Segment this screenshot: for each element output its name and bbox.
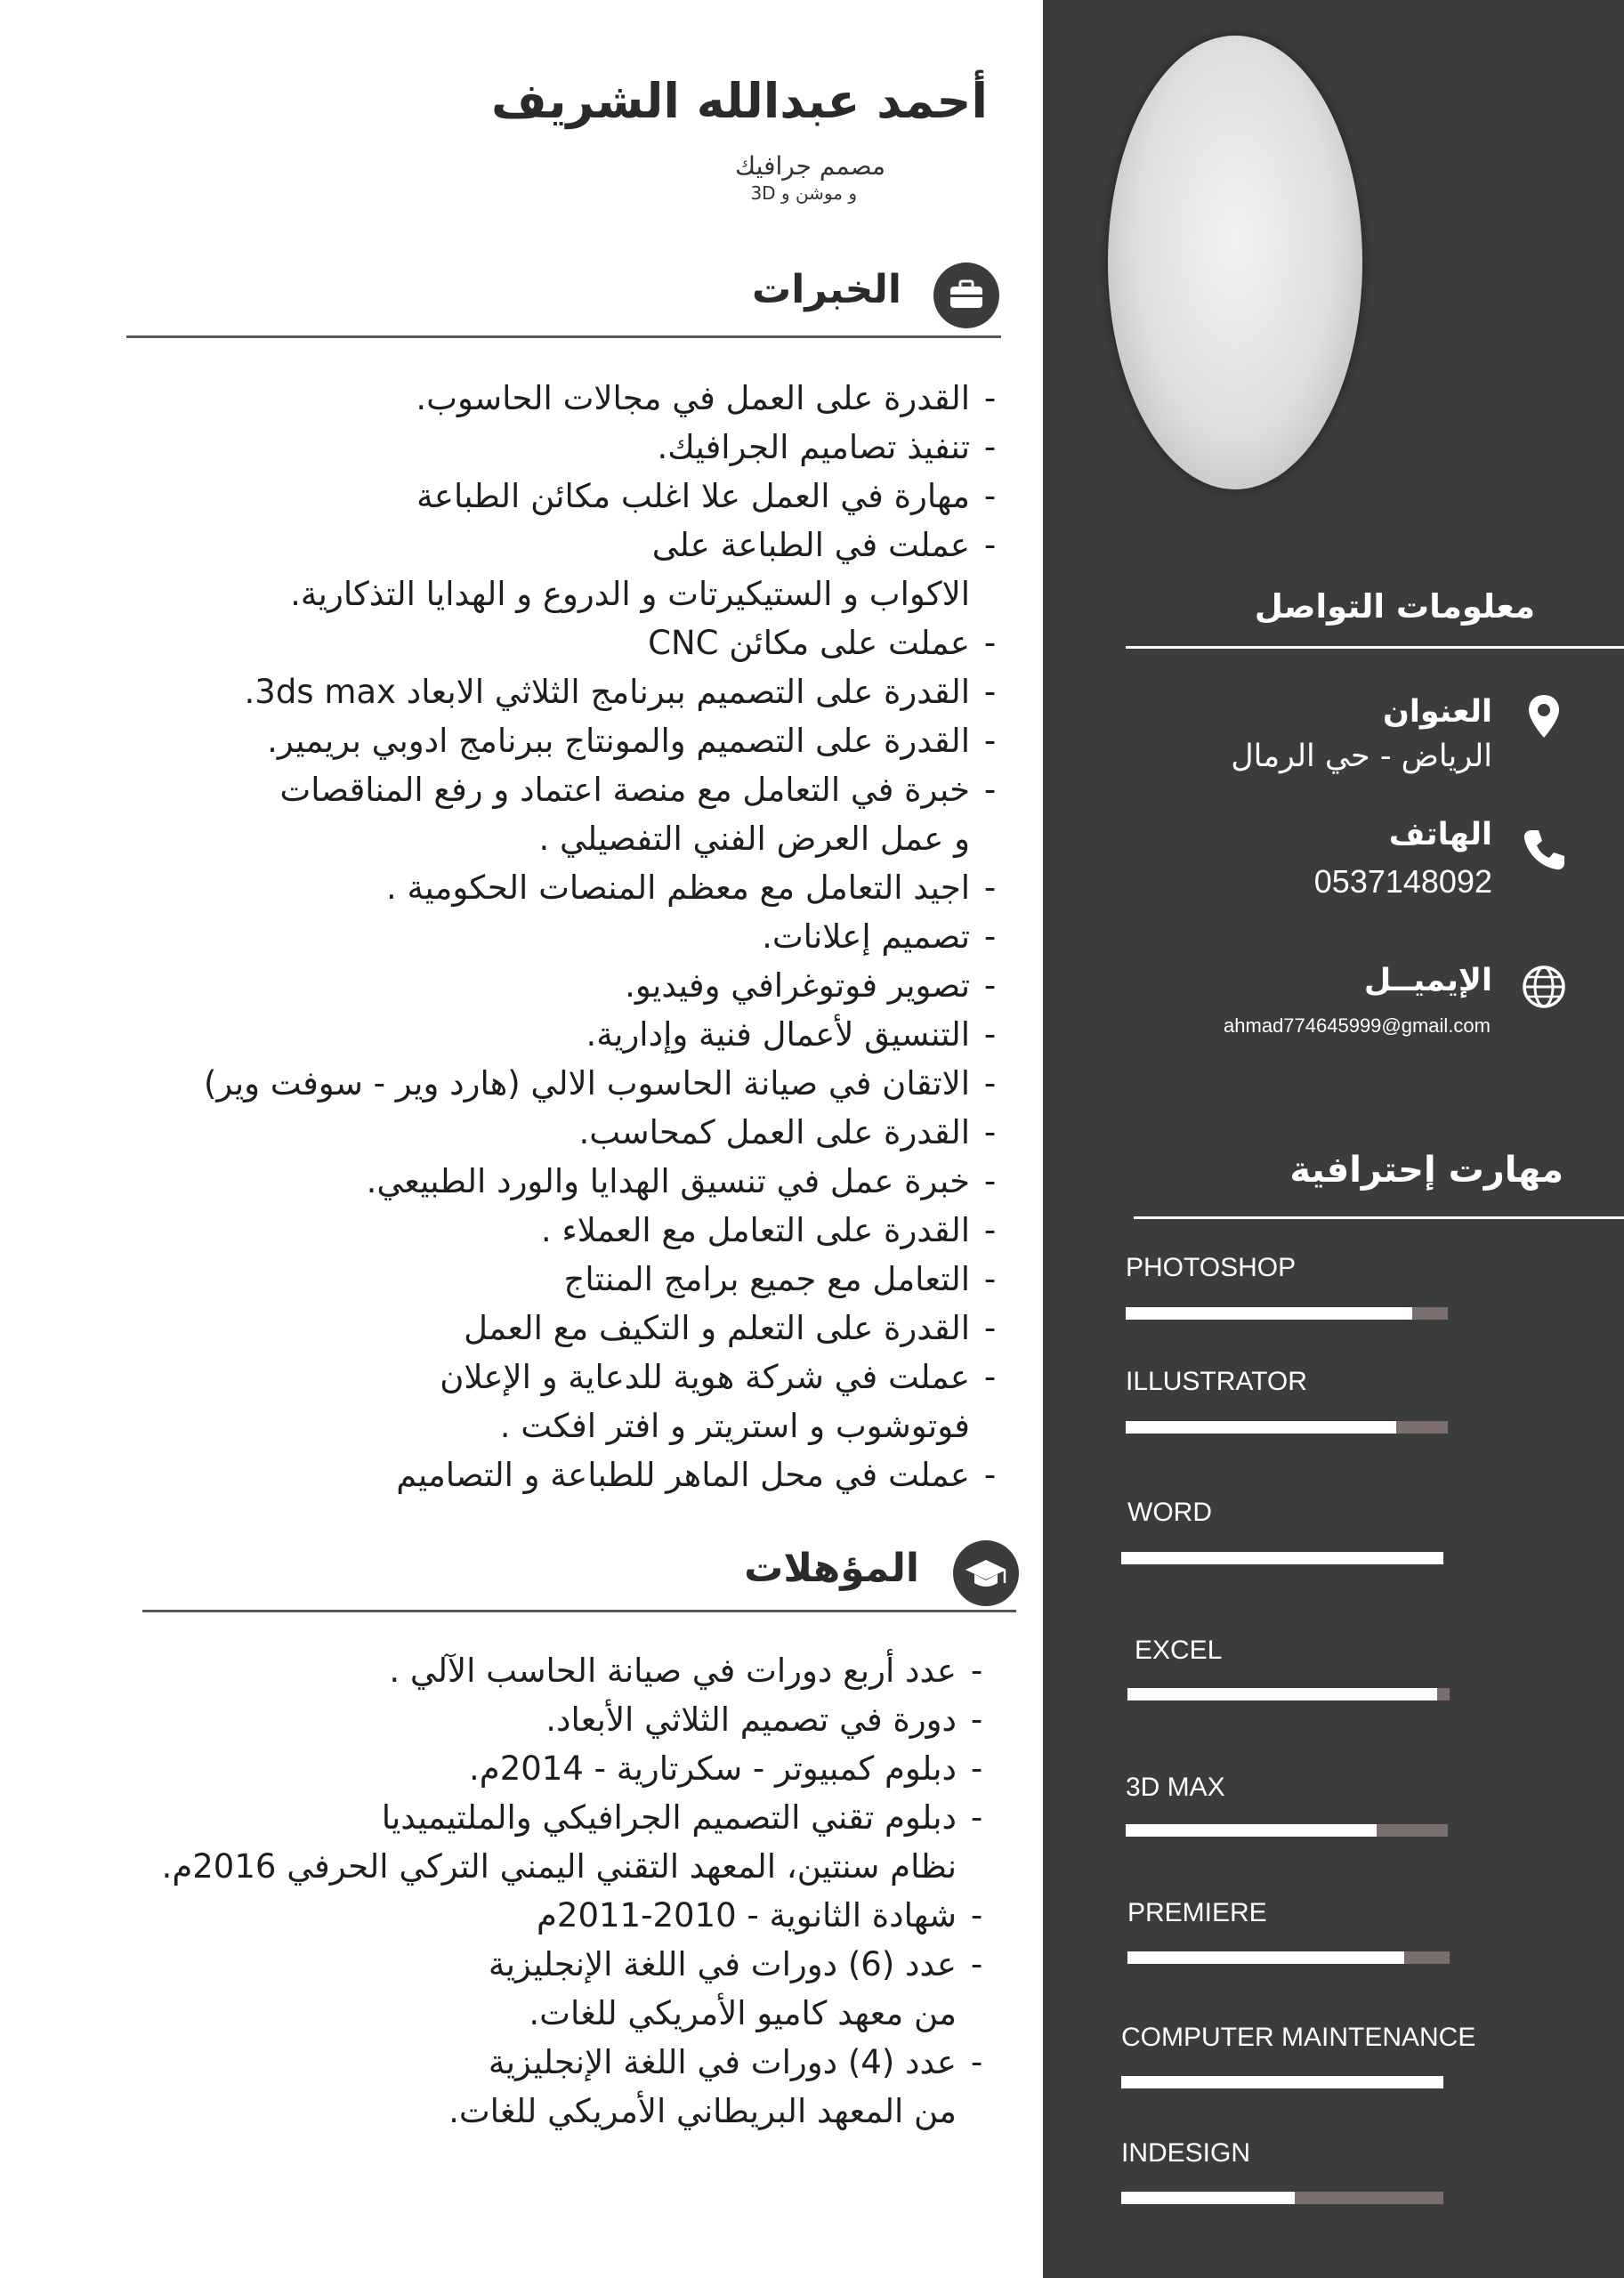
skill-bar-fill: [1121, 1552, 1443, 1564]
skill-bar-track: [1126, 1421, 1448, 1434]
list-item-text: عملت على مكائن CNC: [648, 624, 970, 662]
list-item: [204, 374, 1010, 423]
bullet-dash: -: [983, 428, 997, 466]
list-item-text: القدرة على التصميم والمونتاج ببرنامج ادوبي بريمير.: [267, 722, 970, 760]
list-item-text: القدرة على العمل كمحاسب.: [578, 1113, 970, 1151]
list-item-text: خبرة عمل في تنسيق الهدايا والورد الطبيعي.: [366, 1162, 970, 1200]
bullet-dash: -: [983, 624, 997, 662]
list-item-text: عملت في شركة هوية للدعاية و الإعلان: [440, 1358, 970, 1396]
list-item: [204, 1255, 1010, 1304]
list-item-text: شهادة الثانوية - 2010-2011م: [537, 1896, 957, 1935]
list-item: [162, 1744, 997, 1793]
skill-bar-track: [1127, 1951, 1450, 1964]
address-value: الرياض - حي الرمال: [1231, 739, 1492, 774]
bullet-dash: -: [983, 1456, 997, 1494]
bullet-dash: -: [983, 917, 997, 956]
skill-bar-track: [1121, 2076, 1443, 2088]
bullet-dash: -: [983, 722, 997, 760]
skill-bar-fill: [1126, 1824, 1377, 1837]
list-item-text: اجيد التعامل مع معظم المنصات الحكومية .: [385, 868, 970, 907]
bullet-dash: -: [970, 1945, 983, 1983]
list-item: [204, 912, 1010, 961]
list-item-text: نظام سنتين، المعهد التقني اليمني التركي الحرفي 2016م.: [161, 1847, 957, 1886]
bullet-dash: -: [970, 1896, 983, 1935]
phone-label: الهاتف: [1388, 817, 1492, 852]
list-item-text: من المعهد البريطاني الأمريكي للغات.: [448, 2092, 957, 2130]
skill-label: COMPUTER MAINTENANCE: [1121, 2023, 1476, 2052]
list-item-text: القدرة على العمل في مجالات الحاسوب.: [416, 379, 970, 417]
list-item-text: التعامل مع جميع برامج المنتاج: [563, 1260, 970, 1298]
list-item-text: الاتقان في صيانة الحاسوب الالي (هارد وير - سوفت وير): [203, 1064, 970, 1103]
email-label: الإيميــل: [1363, 963, 1492, 998]
skill-label: EXCEL: [1135, 1636, 1223, 1665]
list-item-text: الاكواب و الستيكيرتات و الدروع و الهدايا التذكارية.: [290, 575, 970, 613]
list-item-text: عدد أربع دورات في صيانة الحاسب الآلي .: [389, 1652, 957, 1690]
list-item: [204, 1353, 1010, 1402]
list-item: [162, 1793, 997, 1842]
list-item-text: مهارة في العمل علا اغلب مكائن الطباعة: [416, 477, 970, 515]
list-item: [162, 1695, 997, 1744]
skills-rule: [1134, 1216, 1624, 1219]
bullet-dash: -: [970, 1652, 983, 1690]
bullet-dash: -: [970, 1798, 983, 1837]
location-pin-icon: [1517, 690, 1571, 743]
skills-heading: مهارت إحترافية: [1289, 1150, 1563, 1191]
bullet-dash: -: [983, 1162, 997, 1200]
phone-icon: [1517, 823, 1571, 876]
skill-bar-fill: [1126, 1307, 1412, 1320]
contact-heading: معلومات التواصل: [1254, 587, 1535, 626]
experience-rule: [126, 335, 1001, 338]
bullet-dash: -: [983, 1064, 997, 1103]
briefcase-icon: [933, 263, 999, 328]
list-item: [162, 1940, 997, 1989]
skill-bar-track: [1121, 1552, 1443, 1564]
list-item: [162, 2087, 997, 2136]
bullet-dash: -: [983, 1309, 997, 1347]
list-item-text: خبرة في التعامل مع منصة اعتماد و رفع المناقصات: [279, 771, 970, 809]
bullet-dash: -: [983, 1260, 997, 1298]
qualifications-heading: المؤهلات: [744, 1546, 919, 1591]
qualifications-icon: [953, 1540, 1019, 1606]
bullet-dash: -: [983, 1358, 997, 1396]
bullet-dash: -: [983, 966, 997, 1005]
list-item: [204, 863, 1010, 912]
list-item: [162, 1646, 997, 1695]
list-item-text: القدرة على التصميم ببرنامج الثلاثي الابعاد 3ds max.: [244, 673, 970, 711]
profile-photo: [1108, 36, 1362, 489]
skill-label: PREMIERE: [1127, 1898, 1267, 1927]
list-item: [204, 1206, 1010, 1255]
list-item-text: من معهد كاميو الأمريكي للغات.: [529, 1994, 957, 2032]
list-item: [204, 1059, 1010, 1108]
list-item: [204, 1010, 1010, 1059]
experience-heading: الخبرات: [752, 267, 901, 312]
skill-bar-track: [1127, 1688, 1450, 1700]
skill-bar-fill: [1126, 1421, 1396, 1434]
list-item-text: دبلوم كمبيوتر - سكرتارية - 2014م.: [469, 1749, 957, 1788]
list-item-text: تصميم إعلانات.: [762, 917, 970, 956]
qualifications-list: [162, 1646, 997, 2136]
list-item-text: تصوير فوتوغرافي وفيديو.: [625, 966, 970, 1005]
bullet-dash: -: [970, 1700, 983, 1739]
list-item: [204, 1157, 1010, 1206]
skill-bar-fill: [1127, 1688, 1437, 1700]
list-item-text: و عمل العرض الفني التفصيلي .: [538, 820, 970, 858]
sidebar: [1043, 0, 1624, 2278]
skill-bar-fill: [1121, 2192, 1295, 2204]
phone-value: 0537148092: [1313, 863, 1492, 900]
graduation-cap-icon: [953, 1540, 1019, 1606]
list-item-text: عدد (4) دورات في اللغة الإنجليزية: [488, 2043, 957, 2081]
list-item: [204, 521, 1010, 570]
list-item: [204, 961, 1010, 1010]
bullet-dash: -: [983, 673, 997, 711]
skill-bar-fill: [1121, 2076, 1443, 2088]
list-item-text: دورة في تصميم الثلاثي الأبعاد.: [545, 1700, 957, 1739]
bullet-dash: -: [983, 868, 997, 907]
list-item: [162, 2038, 997, 2087]
bullet-dash: -: [983, 1015, 997, 1054]
skill-bar-track: [1126, 1307, 1448, 1320]
email-value[interactable]: ahmad774645999@gmail.com: [1224, 1014, 1491, 1037]
globe-icon: [1517, 960, 1571, 1014]
list-item-text: دبلوم تقني التصميم الجرافيكي والملتيميديا: [381, 1798, 957, 1837]
bullet-dash: -: [983, 1211, 997, 1249]
list-item: [204, 570, 1010, 618]
address-label: العنوان: [1383, 694, 1492, 730]
bullet-dash: -: [970, 1749, 983, 1788]
experience-icon: [933, 263, 999, 328]
name-heading: أحمد عبدالله الشريف: [490, 73, 988, 129]
bullet-dash: -: [983, 1113, 997, 1151]
list-item-text: تنفيذ تصاميم الجرافيك.: [657, 428, 970, 466]
list-item-text: عملت في الطباعة على: [651, 526, 970, 564]
list-item: [204, 1108, 1010, 1157]
list-item-text: القدرة على التعلم و التكيف مع العمل: [464, 1309, 970, 1347]
contact-rule: [1126, 646, 1624, 649]
list-item: [162, 1842, 997, 1891]
list-item: [162, 1891, 997, 1940]
list-item-text: القدرة على التعامل مع العملاء .: [540, 1211, 970, 1249]
bullet-dash: -: [983, 526, 997, 564]
skill-label: INDESIGN: [1121, 2138, 1251, 2168]
list-item: [204, 765, 1010, 814]
list-item: [204, 716, 1010, 765]
list-item-text: فوتوشوب و استريتر و افتر افكت .: [499, 1407, 970, 1445]
list-item: [204, 814, 1010, 863]
bullet-dash: -: [983, 379, 997, 417]
skill-label: WORD: [1127, 1498, 1212, 1527]
skill-label: ILLUSTRATOR: [1126, 1367, 1307, 1396]
bullet-dash: -: [983, 771, 997, 809]
bullet-dash: -: [970, 2043, 983, 2081]
list-item: [204, 667, 1010, 716]
list-item: [204, 1304, 1010, 1353]
list-item-text: عملت في محل الماهر للطباعة و التصاميم: [396, 1456, 970, 1494]
list-item: [204, 1402, 1010, 1450]
job-title-secondary: و موشن و 3D: [750, 182, 857, 204]
list-item-text: التنسيق لأعمال فنية وإدارية.: [586, 1015, 970, 1054]
skill-label: 3D MAX: [1126, 1773, 1225, 1802]
experience-list: [204, 374, 1010, 1499]
skill-bar-fill: [1127, 1951, 1404, 1964]
list-item: [162, 1989, 997, 2038]
skill-bar-track: [1121, 2192, 1443, 2204]
skill-label: PHOTOSHOP: [1126, 1253, 1297, 1282]
bullet-dash: -: [983, 477, 997, 515]
list-item-text: عدد (6) دورات في اللغة الإنجليزية: [488, 1945, 957, 1983]
list-item: [204, 1450, 1010, 1499]
qualifications-rule: [142, 1610, 1016, 1612]
list-item: [204, 618, 1010, 667]
list-item: [204, 423, 1010, 472]
skill-bar-track: [1126, 1824, 1448, 1837]
list-item: [204, 472, 1010, 521]
job-title: مصمم جرافيك: [735, 151, 885, 181]
